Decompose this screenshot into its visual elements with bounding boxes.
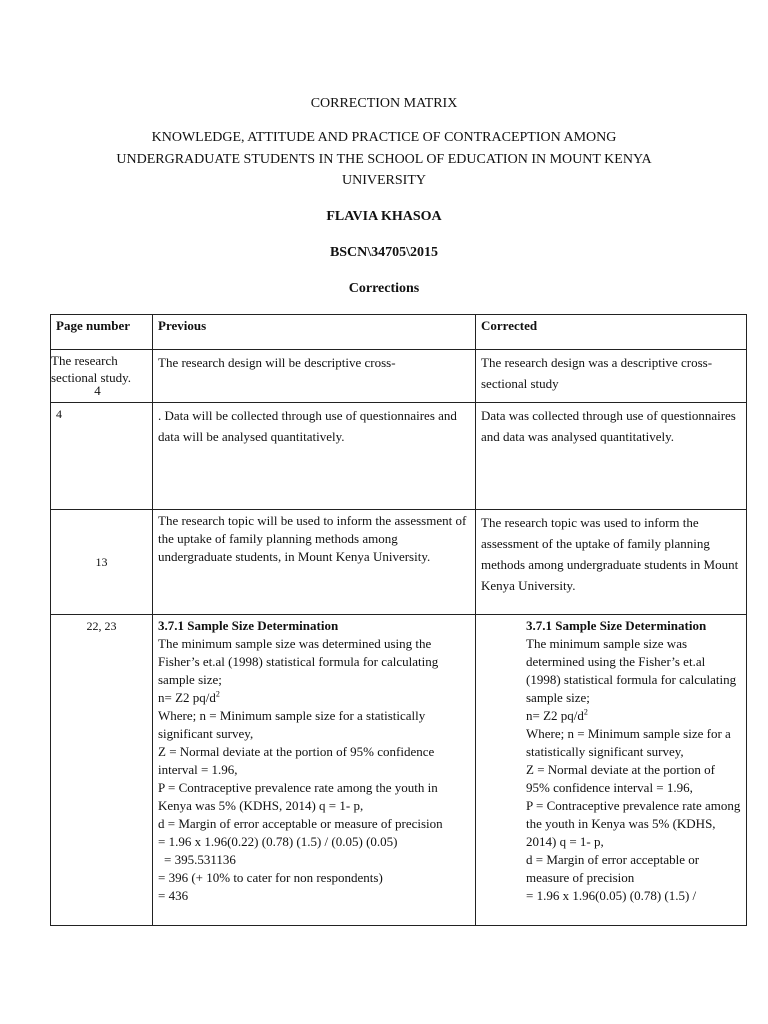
column-header-corrected: Corrected [476, 315, 747, 350]
previous-line: d = Margin of error acceptable or measure of precision [158, 816, 443, 831]
title-line-1: KNOWLEDGE, ATTITUDE AND PRACTICE OF CONTRACEPTION AMONG [151, 130, 617, 145]
previous-line: Z = Normal deviate at the portion of 95% confidence interval = 1.96, [158, 744, 435, 777]
author-name: FLAVIA KHASOA [326, 209, 442, 224]
corrected-line: d = Margin of error acceptable or measure of precision [526, 852, 700, 885]
corrected-cell: The research topic was used to inform the assessment of the uptake of family planning methods among undergraduate students in Mount Kenya University. [476, 510, 747, 615]
previous-line: = 396 (+ 10% to cater for non respondents) [158, 870, 383, 885]
column-header-previous: Previous [153, 315, 476, 350]
table-row [51, 403, 747, 510]
previous-cell: The research design will be descriptive cross- [153, 350, 476, 403]
table-row [51, 615, 747, 926]
page-number-cell: 22, 23 [51, 615, 153, 926]
previous-line: n= Z2 $pq/d^2$ [158, 689, 220, 705]
previous-line: Where; n = Minimum sample size for a statistically significant survey, [158, 708, 426, 741]
table-row [51, 510, 747, 615]
corrected-line: n= Z2 $pq/d^2$ [526, 707, 588, 723]
page-number-cell [51, 350, 153, 403]
corrected-cell: Data was collected through use of questionnaires and data was analysed quantitatively. [476, 403, 747, 510]
corrected-line: P = Contraceptive prevalence rate among the youth in Kenya was 5% (KDHS, 2014) q = 1- p, [526, 798, 741, 849]
page-number-cell: 13 [51, 510, 153, 615]
previous-line: = 436 [158, 888, 189, 903]
correction-table [50, 314, 747, 926]
previous-cell [153, 615, 476, 926]
table-row [51, 350, 747, 403]
corrected-line: = 1.96 x 1.96(0.05) (0.78) (1.5) / [526, 888, 697, 903]
column-header-page: Page number [51, 315, 153, 350]
title-line-3: UNIVERSITY [342, 173, 426, 188]
corrected-subheading: 3.7.1 Sample Size Determination [526, 618, 707, 633]
previous-line: P = Contraceptive prevalence rate among the youth in Kenya was 5% (KDHS, 2014) q = 1- p, [158, 780, 438, 813]
previous-line: = 1.96 x 1.96(0.22) (0.78) (1.5) / (0.05) (0.05) [158, 834, 398, 849]
previous-cell: The research topic will be used to inform the assessment of the uptake of family planning methods among undergraduate students, in Mount Kenya University. [153, 510, 476, 615]
previous-subheading: 3.7.1 Sample Size Determination [158, 618, 339, 633]
section-heading: Corrections [348, 281, 420, 296]
corrected-line: Where; n = Minimum sample size for a statistically significant survey, [526, 726, 731, 759]
corrected-line: The minimum sample size was determined using the Fisher’s et.al (1998) statistical formula for calculating sample size; [526, 636, 737, 705]
previous-line: = 395.531136 [164, 852, 236, 867]
table-header-row [51, 315, 747, 350]
registration-number: BSCN\34705\2015 [329, 245, 439, 260]
corrected-cell [476, 615, 747, 926]
page-cell-line: The research [51, 353, 118, 368]
corrected-line: Z = Normal deviate at the portion of 95% confidence interval = 1.96, [526, 762, 715, 795]
previous-cell: . Data will be collected through use of questionnaires and data will be analysed quantitatively. [153, 403, 476, 510]
doc-type-heading: CORRECTION MATRIX [310, 96, 458, 111]
page-number-cell: 4 [51, 403, 153, 510]
page-cell-line: sectional study. [51, 370, 132, 385]
previous-line: The minimum sample size was determined using the Fisher’s et.al (1998) statistical formula for calculating sample size; [158, 636, 439, 687]
title-line-2: UNDERGRADUATE STUDENTS IN THE SCHOOL OF EDUCATION IN MOUNT KENYA [116, 152, 652, 167]
page-cell-line: 4 [94, 383, 101, 398]
corrected-cell: The research design was a descriptive cross-sectional study [476, 350, 747, 403]
